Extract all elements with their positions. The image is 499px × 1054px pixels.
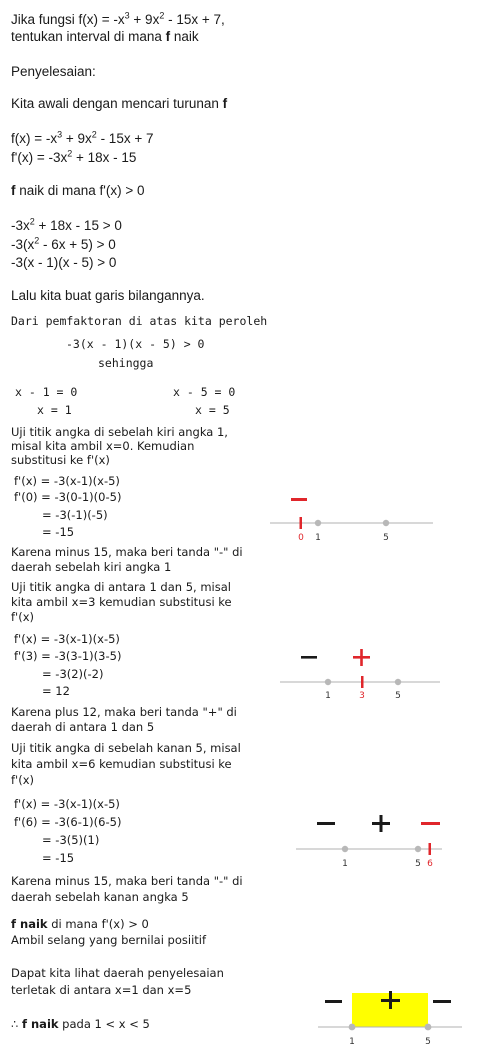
minus-sign-right (433, 1000, 451, 1003)
plus-sign-v (389, 991, 392, 1009)
inequality-line-3: -3(x - 1)(x - 5) > 0 (11, 255, 117, 270)
test-right-conclusion-2: daerah sebelah kanan angka 5 (11, 890, 189, 904)
point-1 (342, 846, 348, 852)
test-right-calc-3: = -3(5)(1) (42, 833, 100, 847)
point-5 (383, 520, 389, 526)
number-line-final (318, 991, 462, 1047)
test-right-calc-2: f'(6) = -3(6-1)(6-5) (14, 815, 122, 829)
test-left-text-1: Uji titik angka di sebelah kiri angka 1, (11, 425, 228, 439)
problem-line-2: tentukan interval di mana f naik (11, 29, 199, 44)
axis-label-5: 5 (395, 691, 401, 701)
number-line-2 (280, 649, 440, 701)
plus-sign-v (360, 649, 363, 666)
point-5 (395, 679, 401, 685)
sehingga-label: sehingga (98, 356, 154, 370)
tick-mark-0 (300, 517, 303, 529)
point-5 (425, 1024, 432, 1031)
test-middle-calc-4: = 12 (42, 684, 70, 698)
inequality-line-2: $-3(x^2 - 6x + 5) > 0$ (11, 235, 116, 252)
root-equation-1: x - 1 = 0 (15, 385, 78, 399)
test-left-text-3: substitusi ke f'(x) (11, 453, 110, 467)
solution-label: Penyelesaian: (11, 64, 96, 79)
test-right-text-1: Uji titik angka di sebelah kanan 5, misal (11, 741, 241, 755)
root-equation-2: x - 5 = 0 (173, 385, 236, 399)
axis-label-0: 0 (298, 533, 304, 543)
root-2: x = 5 (195, 403, 230, 417)
test-right-text-2: kita ambil x=6 kemudian substitusi ke (11, 757, 232, 771)
number-line-1 (270, 498, 433, 543)
test-right-conclusion-1: Karena minus 15, maka beri tanda "-" di (11, 874, 243, 888)
test-left-calc-4: = -15 (42, 525, 75, 539)
inequality-line-1: $-3x^2 + 18x - 15 > 0$ (11, 216, 122, 233)
plus-sign-v (380, 815, 383, 832)
axis-label-1: 1 (349, 1037, 355, 1047)
increasing-condition: f naik di mana f'(x) > 0 (11, 183, 145, 198)
test-middle-text-2: kita ambil x=3 kemudian substitusi ke (11, 595, 232, 609)
axis-label-1: 1 (325, 691, 331, 701)
factoring-intro: Dari pemfaktoran di atas kita peroleh (11, 314, 268, 328)
tick-mark-6 (429, 843, 432, 855)
test-left-calc-2: f'(0) = -3(0-1)(0-5) (14, 490, 122, 504)
problem-line-1: Jika fungsi $f(x) = -x^3 + 9x^2 - 15x + 7$, (11, 10, 225, 27)
test-left-text-2: misal kita ambil x=0. Kemudian (11, 439, 195, 453)
test-middle-text-3: f'(x) (11, 610, 34, 624)
test-left-calc-3: = -3(-1)(-5) (42, 508, 108, 522)
function-definition: $f(x) = -x^3 + 9x^2 - 15x + 7$ (11, 129, 154, 146)
root-1: x = 1 (37, 403, 72, 417)
axis-label-3: 3 (359, 691, 365, 701)
number-line-3 (296, 815, 442, 869)
derivative: $f'(x) = -3x^2 + 18x - 15$ (11, 148, 137, 165)
point-1 (315, 520, 321, 526)
test-right-calc-4: = -15 (42, 851, 75, 865)
final-answer: ∴ f naik pada 1 < x < 5 (11, 1017, 150, 1031)
axis-label-1: 1 (315, 533, 321, 543)
number-line-intro: Lalu kita buat garis bilangannya. (11, 288, 205, 303)
test-middle-conclusion-2: daerah di antara 1 dan 5 (11, 720, 155, 734)
point-1 (349, 1024, 356, 1031)
test-middle-calc-3: = -3(2)(-2) (42, 667, 104, 681)
test-middle-calc-2: f'(3) = -3(3-1)(3-5) (14, 649, 122, 663)
axis-label-5: 5 (425, 1037, 431, 1047)
axis-label-6: 6 (427, 859, 433, 869)
final-condition: f naik di mana f'(x) > 0 (11, 917, 149, 931)
axis-label-5: 5 (383, 533, 389, 543)
axis-label-5: 5 (415, 859, 421, 869)
test-left-calc-1: f'(x) = -3(x-1)(x-5) (14, 474, 120, 488)
final-see-2: terletak di antara x=1 dan x=5 (11, 983, 192, 997)
axis-label-1: 1 (342, 859, 348, 869)
minus-sign (291, 498, 307, 501)
test-left-conclusion-1: Karena minus 15, maka beri tanda "-" di (11, 545, 243, 559)
tick-mark-3 (361, 676, 364, 688)
test-middle-calc-1: f'(x) = -3(x-1)(x-5) (14, 632, 120, 646)
factored-expression: -3(x - 1)(x - 5) > 0 (66, 337, 205, 351)
minus-sign (301, 656, 317, 659)
point-5 (415, 846, 421, 852)
minus-sign-left (325, 1000, 342, 1003)
minus-sign-left (317, 822, 335, 825)
point-1 (325, 679, 331, 685)
test-middle-conclusion-1: Karena plus 12, maka beri tanda "+" di (11, 705, 237, 719)
derivative-intro: Kita awali dengan mencari turunan f (11, 96, 228, 111)
test-right-calc-1: f'(x) = -3(x-1)(x-5) (14, 797, 120, 811)
final-condition-2: Ambil selang yang bernilai posiitif (11, 933, 207, 947)
minus-sign-right (421, 822, 440, 825)
test-right-text-3: f'(x) (11, 773, 34, 787)
final-see-1: Dapat kita lihat daerah penyelesaian (11, 966, 224, 980)
test-left-conclusion-2: daerah sebelah kiri angka 1 (11, 560, 172, 574)
test-middle-text-1: Uji titik angka di antara 1 dan 5, misal (11, 580, 231, 594)
